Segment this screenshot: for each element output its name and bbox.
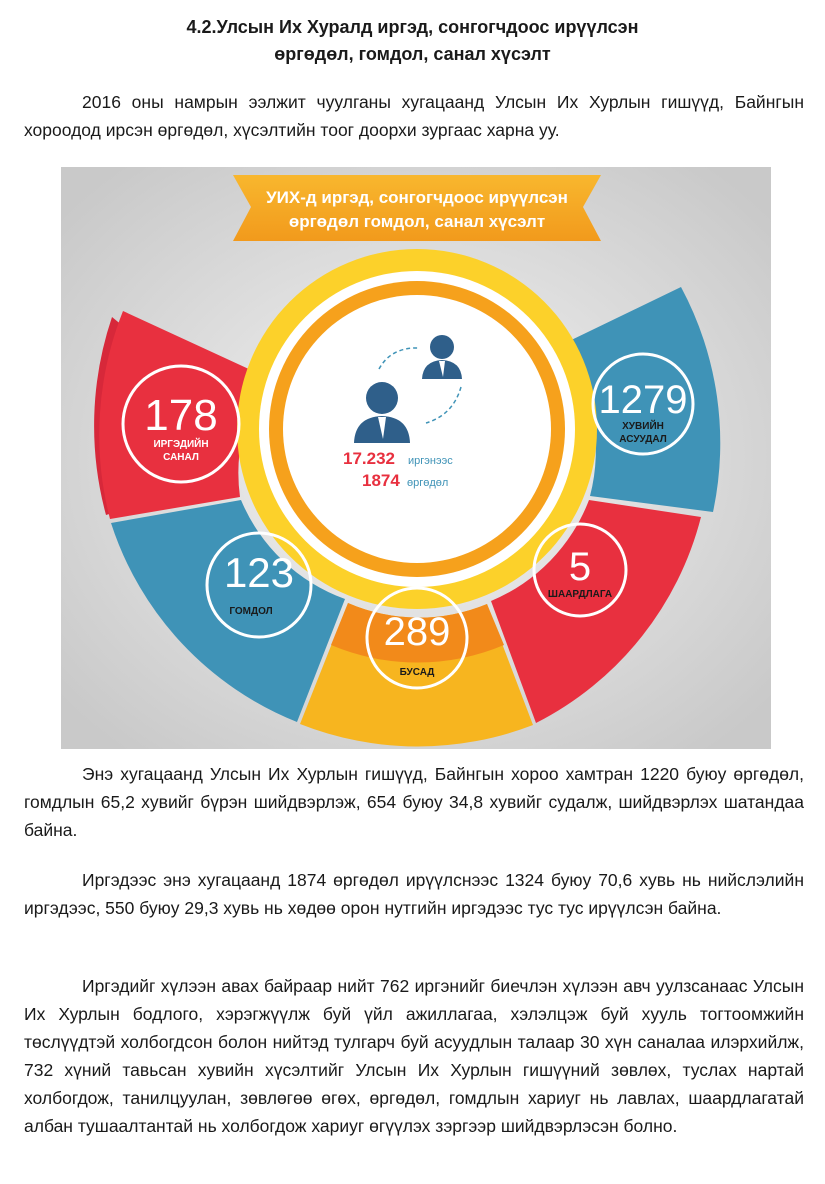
banner-shape: [233, 175, 601, 241]
stat-complaints-value: 123: [223, 549, 295, 596]
center-label1: иргэнээс: [408, 455, 453, 467]
stat-other-value: 289: [383, 610, 451, 654]
center-count1: 17.232: [343, 449, 395, 468]
stat-proposals-value: 178: [144, 391, 218, 440]
body-paragraph-4: Иргэдийг хүлээн авах байраар нийт 762 иргэнийг биечлэн хүлээн авч уулзсанаас Улсын Их Хурлын бодлого, хэрэгжүүлж буй үйл ажиллагаа, хэлэлцэж буй хууль тогтоомжийн төслүүдтэй холбогдсон болон нийтэд тулгарч буй асуудлын талаар 30 хүн саналаа илэрхийлж, 732 хүний тавьсан хувийн хүсэлтийг Улсын Их Хурлын гишүүний зөвлөх, туслах нартай холбогдож, танилцуулан, зөвлөгөө өгөх, өргөдөл, гомдлын хариуг нь лавлах, шаардлагатай албан тушаалтантай нь холбогдож хариуг өгүүлэх зэргээр шийдвэрлэсэн болно.: [24, 976, 804, 1136]
banner-line2: өргөдөл гомдол, санал хүсэлт: [288, 212, 546, 231]
stat-personal-label1: ХУВИЙН: [622, 421, 664, 432]
stat-other-label: БУСАД: [399, 667, 435, 678]
banner: [233, 175, 601, 241]
stat-demands-label: ШААРДЛАГА: [547, 589, 613, 600]
ring-inner: [283, 295, 551, 563]
infographic: [61, 167, 771, 749]
stat-complaints-label: ГОМДОЛ: [229, 606, 273, 617]
stat-proposals-label1: ИРГЭДИЙН: [153, 439, 209, 450]
stat-demands-value: 5: [568, 545, 592, 589]
infographic-canvas: [61, 167, 771, 749]
stat-personal-value: 1279: [598, 378, 688, 422]
banner-line1: УИХ-д иргэд, сонгогчдоос ирүүлсэн: [266, 188, 568, 207]
body-paragraph-3: Иргэдээс энэ хугацаанд 1874 өргөдөл ирүүлснээс 1324 буюу 70,6 хувь нь нийслэлийн иргэдээс, 550 буюу 29,3 хувь нь хөдөө орон нутгийн иргэдээс тус тус ирүүлсэн байна.: [24, 870, 804, 918]
stat-proposals-label2: САНАЛ: [163, 452, 199, 463]
section-title-line1: 4.2.Улсын Их Хуралд иргэд, сонгогчдоос ирүүлсэн: [186, 17, 639, 37]
center-count2: 1874: [362, 471, 400, 490]
body-paragraph-2: Энэ хугацаанд Улсын Их Хурлын гишүүд, Байнгын хороо хамтран 1220 буюу өргөдөл, гомдлын 65,2 хувийг бүрэн шийдвэрлэж, 654 буюу 34,8 хувийг судалж, шийдвэрлэх шатандаа байна.: [24, 764, 804, 840]
section-title: [0, 14, 825, 68]
center-label2: өргөдөл: [407, 477, 449, 489]
section-title-line2: өргөдөл, гомдол, санал хүсэлт: [274, 44, 551, 64]
stat-personal-label2: АСУУДАЛ: [619, 434, 667, 445]
intro-paragraph: 2016 оны намрын ээлжит чуулганы хугацаанд Улсын Их Хурлын гишүүд, Байнгын хороодод ирсэн өргөдөл, хүсэлтийн тоог доорхи зургаас харна уу.: [24, 92, 804, 140]
